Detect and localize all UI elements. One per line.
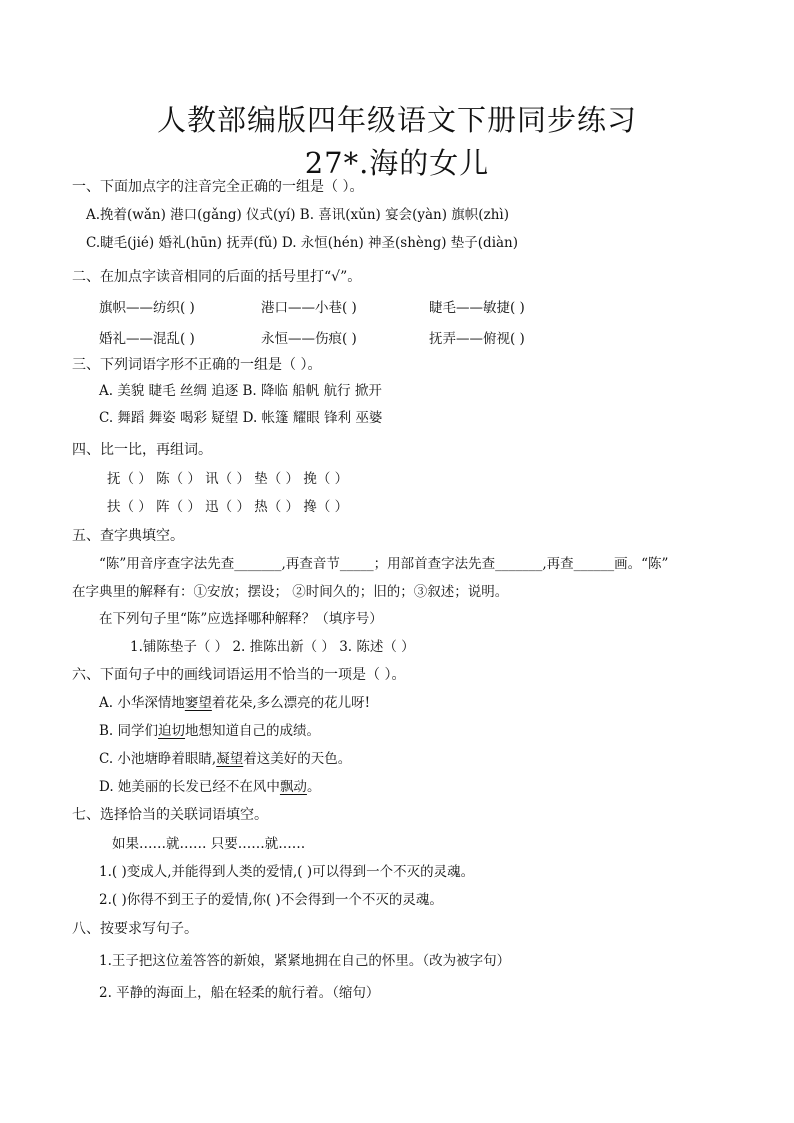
q4-heading: 四、比一比，再组词。	[72, 442, 212, 458]
page-title: 人教部编版四年级语文下册同步练习	[156, 103, 637, 137]
q2-item: 永恒——伤痕( )	[261, 331, 357, 347]
q7-sentence1: 1.( )变成人,并能得到人类的爱情,( )可以得到一个不灭的灵魂。	[99, 864, 475, 880]
q6-option-a: A. 小华深情地窭望着花朵,多么漂亮的花儿呀!	[99, 695, 371, 711]
underlined-word: 飘动	[279, 779, 307, 795]
q2-item: 旗帜——纺织( )	[99, 300, 195, 316]
q1-heading: 一、下面加点字的注音完全正确的一组是（ ）。	[72, 179, 364, 195]
q5-line4: 1.铺陈垫子（ ） 2. 推陈出新（ ） 3. 陈述（ ）	[130, 639, 415, 655]
underlined-word: 凝望	[216, 751, 244, 767]
q2-heading: 二、在加点字读音相同的后面的括号里打“√”。	[72, 269, 362, 285]
q2-item: 港口——小巷( )	[261, 300, 357, 316]
q2-item: 抚弄——俯视( )	[429, 331, 525, 347]
q6-option-d: D. 她美丽的长发已经不在风中飘动。	[99, 779, 321, 795]
q3-options-row2: C. 舞蹈 舞姿 喝彩 疑望 D. 帐篷 耀眼 锋利 巫婆	[99, 410, 383, 426]
underlined-word: 窭望	[184, 695, 212, 711]
q2-item: 睫毛——敏捷( )	[429, 300, 525, 316]
q5-heading: 五、查字典填空。	[72, 528, 184, 544]
q6-option-c: C. 小池塘睁着眼睛,凝望着这美好的天色。	[99, 751, 352, 767]
q3-heading: 三、下列词语字形不正确的一组是（ ）。	[72, 357, 322, 373]
q4-row2: 扶（ ） 阵（ ） 迅（ ） 热（ ） 搀（ ）	[107, 499, 349, 515]
q3-options-row1: A. 美貌 睫毛 丝绸 追逐 B. 降临 船帆 航行 掀开	[99, 383, 382, 399]
lesson-subtitle: 27*.海的女儿	[304, 146, 490, 180]
q2-item: 婚礼——混乱( )	[99, 331, 195, 347]
q1-options-row2: C.睫毛(jié) 婚礼(hūn) 抚弄(fǔ) D. 永恒(hén) 神圣(shèng) 垫子(diàn)	[86, 235, 519, 251]
q8-sentence1: 1.王子把这位羞答答的新娘，紧紧地拥在自己的怀里。（改为被字句）	[99, 953, 511, 969]
q5-line1: “陈”用音序查字法先查_______,再查音节_____；用部首查字法先查_______,再查______画。“陈”	[99, 556, 669, 572]
q6-option-b: B. 同学们迫切地想知道自己的成绩。	[99, 723, 321, 739]
q8-heading: 八、按要求写句子。	[72, 921, 198, 937]
q7-sentence2: 2.( )你得不到王子的爱情,你( )不会得到一个不灭的灵魂。	[99, 892, 443, 908]
q5-line3: 在下列句子里“陈”应选择哪种解释？（填序号）	[99, 611, 383, 627]
q1-options-row1: A.挽着(wǎn) 港口(gǎng) 仪式(yí) B. 喜讯(xǔn) 宴会(yàn) 旗帜(zhì)	[86, 207, 509, 223]
q4-row1: 抚（ ） 陈（ ） 讯（ ） 垫（ ） 挽（ ）	[107, 471, 349, 487]
q7-heading: 七、选择恰当的关联词语填空。	[72, 807, 268, 823]
q7-options: 如果……就…… 只要……就……	[112, 836, 306, 852]
q8-sentence2: 2. 平静的海面上，船在轻柔的航行着。（缩句）	[99, 985, 380, 1001]
underlined-word: 迫切	[158, 723, 186, 739]
q5-line2: 在字典里的解释有：①安放；摆设； ②时间久的；旧的；③叙述；说明。	[72, 584, 509, 600]
q6-heading: 六、下面句子中的画线词语运用不恰当的一项是（ ）。	[72, 667, 406, 683]
